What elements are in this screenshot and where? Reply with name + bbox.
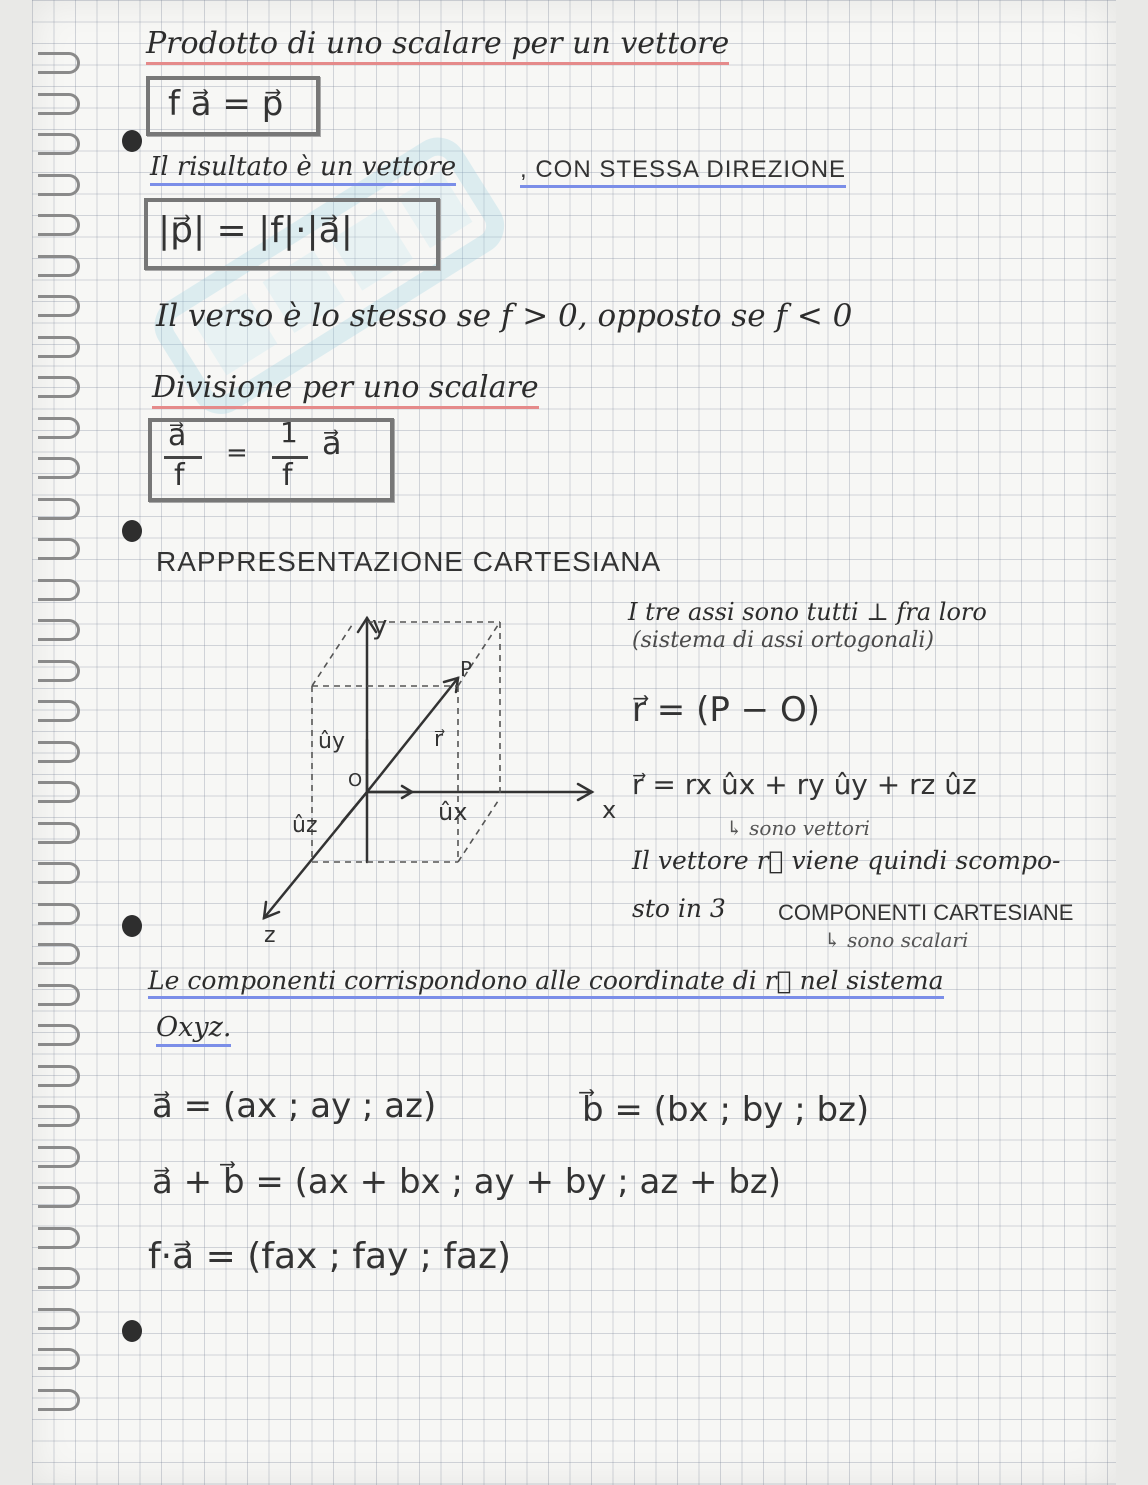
spiral-ring	[38, 255, 80, 277]
spiral-ring	[38, 498, 80, 520]
coordinates-text-2: Oxyz.	[156, 1012, 231, 1047]
label-point-p: P	[460, 657, 473, 681]
spiral-ring	[38, 1146, 80, 1168]
fraction-rhs-num: 1	[280, 416, 298, 449]
decomposition-text-2a: sto in 3	[632, 894, 726, 923]
spiral-ring	[38, 619, 80, 641]
scalars-note: ↳ sono scalari	[824, 928, 969, 952]
spiral-ring	[38, 903, 80, 925]
spiral-ring	[38, 457, 80, 479]
spiral-ring	[38, 93, 80, 115]
formula-scalar-components: f·a⃗ = (fax ; fay ; faz)	[148, 1236, 512, 1277]
spiral-ring	[38, 822, 80, 844]
spiral-ring	[38, 133, 80, 155]
spiral-ring	[38, 1227, 80, 1249]
formula-a-components: a⃗ = (ax ; ay ; az)	[152, 1086, 437, 1126]
label-origin: O	[348, 770, 363, 791]
spiral-ring	[38, 1065, 80, 1087]
spiral-ring	[38, 1105, 80, 1127]
spiral-ring	[38, 214, 80, 236]
spiral-ring	[38, 984, 80, 1006]
section-title-scalar-product: Prodotto di uno scalare per un vettore	[146, 26, 729, 65]
label-z: z	[264, 923, 276, 948]
verso-note: Il verso è lo stesso se f > 0, opposto se f < 0	[156, 298, 853, 334]
label-uz: ûz	[292, 813, 318, 838]
spiral-ring	[38, 781, 80, 803]
decomposition-text-1: Il vettore r⃗ viene quindi scompo-	[632, 846, 1061, 875]
spiral-ring	[38, 579, 80, 601]
position-vector	[367, 678, 458, 792]
spiral-ring	[38, 943, 80, 965]
equals-sign: =	[226, 438, 248, 468]
formula-box-3	[148, 418, 394, 502]
formula-magnitude: |p⃗| = |f|·|a⃗|	[158, 210, 353, 251]
fraction-rhs-vector: a⃗	[322, 424, 342, 462]
spiral-ring	[38, 741, 80, 763]
axes-note-2: (sistema di assi ortogonali)	[632, 628, 934, 653]
result-note: Il risultato è un vettore	[150, 152, 456, 186]
spiral-ring	[38, 538, 80, 560]
coordinates-text-1: Le componenti corrispondono alle coordinate di r⃗ nel sistema	[148, 966, 944, 999]
cartesian-components-label: COMPONENTI CARTESIANE	[778, 900, 1074, 925]
spiral-ring	[38, 1348, 80, 1370]
spiral-binding	[0, 0, 90, 1485]
spiral-ring	[38, 700, 80, 722]
r-decomposition: r⃗ = rx ûx + ry ûy + rz ûz	[632, 768, 977, 801]
spiral-ring	[38, 295, 80, 317]
formula-box-2	[144, 198, 440, 270]
notebook-page	[32, 0, 1116, 1485]
section-title-cartesian: RAPPRESENTAZIONE CARTESIANA	[156, 546, 662, 577]
punch-hole	[122, 1320, 142, 1342]
spiral-ring	[38, 1389, 80, 1411]
axes-note-1: I tre assi sono tutti ⊥ fra loro	[628, 598, 987, 626]
formula-scalar-product: f a⃗ = p⃗	[168, 84, 284, 124]
fraction-lhs-den: f	[174, 458, 185, 493]
spiral-ring	[38, 174, 80, 196]
spiral-ring	[38, 417, 80, 439]
label-x: x	[602, 796, 617, 824]
punch-hole	[122, 915, 142, 937]
label-r: r⃗	[434, 727, 444, 752]
spiral-ring	[38, 1308, 80, 1330]
formula-b-components: b⃗ = (bx ; by ; bz)	[582, 1090, 870, 1130]
fraction-lhs-num: a⃗	[168, 418, 187, 453]
spiral-ring	[38, 1186, 80, 1208]
spiral-ring	[38, 52, 80, 74]
unit-vector-uz	[342, 792, 367, 822]
vectors-note: ↳ sono vettori	[726, 816, 870, 840]
label-uy: ûy	[318, 729, 345, 754]
spiral-ring	[38, 660, 80, 682]
spiral-ring	[38, 376, 80, 398]
spiral-ring	[38, 1024, 80, 1046]
spiral-ring	[38, 1267, 80, 1289]
label-y: y	[372, 611, 388, 641]
punch-hole	[122, 520, 142, 542]
cartesian-axes-diagram	[222, 600, 642, 950]
label-ux: ûx	[438, 798, 468, 826]
spiral-ring	[38, 336, 80, 358]
fraction-rhs-den: f	[282, 458, 293, 493]
formula-box-1	[146, 76, 320, 136]
r-definition: r⃗ = (P − O)	[632, 690, 820, 730]
punch-hole	[122, 130, 142, 152]
section-title-division: Divisione per uno scalare	[152, 370, 539, 409]
formula-sum-components: a⃗ + b⃗ = (ax + bx ; ay + by ; az + bz)	[152, 1162, 782, 1202]
spiral-ring	[38, 862, 80, 884]
same-direction-note: , CON STESSA DIREZIONE	[520, 156, 846, 188]
